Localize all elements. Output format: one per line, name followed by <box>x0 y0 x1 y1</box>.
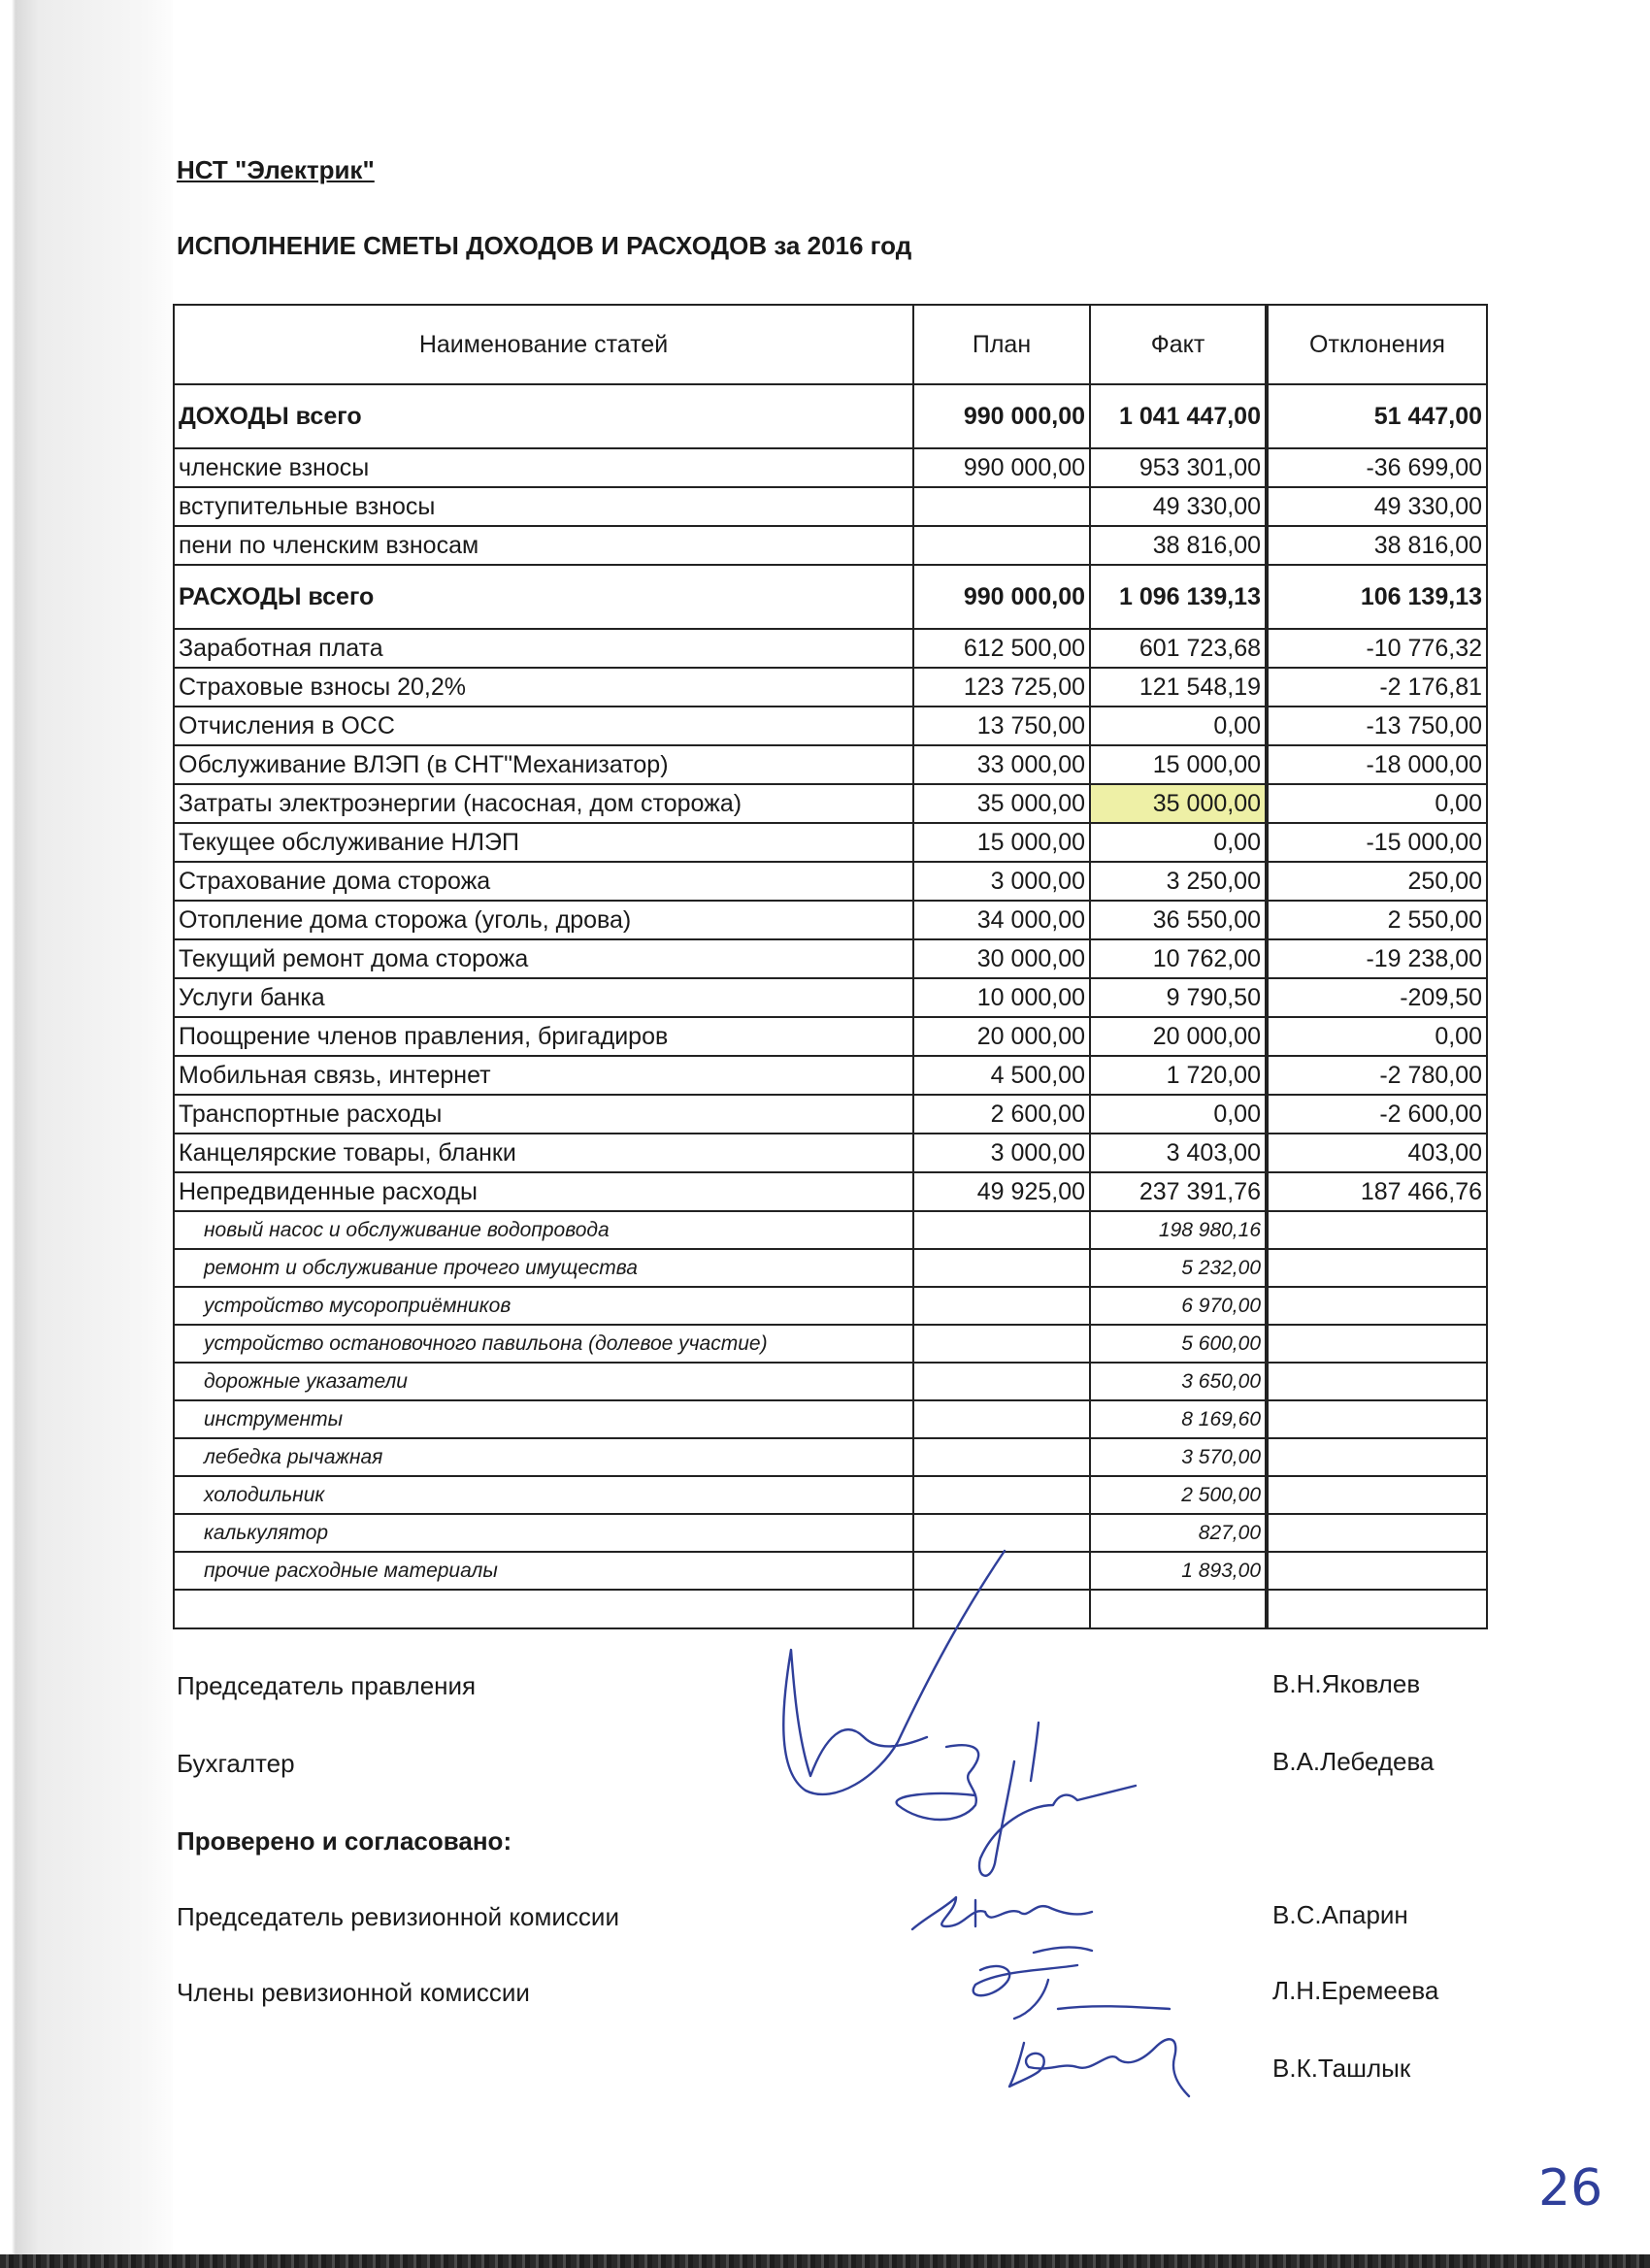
row-name-cell: прочие расходные материалы <box>174 1552 913 1590</box>
row-fact-cell: 0,00 <box>1090 1095 1267 1134</box>
row-name-cell: пени по членским взносам <box>174 526 913 565</box>
table-row <box>174 707 1487 745</box>
row-fact-cell: 2 500,00 <box>1090 1476 1267 1514</box>
row-fact-cell: 5 600,00 <box>1090 1325 1267 1363</box>
row-fact-cell: 6 970,00 <box>1090 1287 1267 1325</box>
row-plan-cell: 4 500,00 <box>913 1056 1090 1095</box>
row-plan-cell: 123 725,00 <box>913 668 1090 707</box>
table-row <box>174 901 1487 939</box>
scan-bottom-edge <box>0 2254 1650 2268</box>
row-plan-cell: 2 600,00 <box>913 1095 1090 1134</box>
organization-name: НСТ "Электрик" <box>177 155 375 184</box>
row-deviation-cell: -15 000,00 <box>1267 823 1487 862</box>
audit-member1-name: Л.Н.Еремеева <box>1272 1976 1439 2005</box>
table-row <box>174 823 1487 862</box>
row-deviation-cell <box>1267 1514 1487 1552</box>
row-plan-cell <box>913 1287 1090 1325</box>
accountant-label: Бухгалтер <box>177 1749 295 1778</box>
row-name-cell: Отопление дома сторожа (уголь, дрова) <box>174 901 913 939</box>
row-plan-cell <box>913 1590 1090 1628</box>
column-header-fact: Факт <box>1090 305 1267 384</box>
row-deviation-cell: 49 330,00 <box>1267 487 1487 526</box>
row-deviation-cell <box>1267 1363 1487 1400</box>
row-plan-cell <box>913 1249 1090 1287</box>
row-deviation-cell: -2 780,00 <box>1267 1056 1487 1095</box>
table-row <box>174 1056 1487 1095</box>
row-deviation-cell <box>1267 1590 1487 1628</box>
row-plan-cell <box>913 1363 1090 1400</box>
row-name-cell: холодильник <box>174 1476 913 1514</box>
row-fact-cell: 5 232,00 <box>1090 1249 1267 1287</box>
row-deviation-cell <box>1267 1211 1487 1249</box>
row-deviation-cell: -2 176,81 <box>1267 668 1487 707</box>
page-number: 26 <box>1538 2159 1603 2218</box>
row-fact-cell: 3 403,00 <box>1090 1134 1267 1172</box>
row-plan-cell: 990 000,00 <box>913 384 1090 448</box>
row-fact-cell: 36 550,00 <box>1090 901 1267 939</box>
row-plan-cell: 3 000,00 <box>913 1134 1090 1172</box>
row-plan-cell <box>913 1514 1090 1552</box>
row-name-cell: Непредвиденные расходы <box>174 1172 913 1211</box>
row-plan-cell: 33 000,00 <box>913 745 1090 784</box>
row-plan-cell: 612 500,00 <box>913 629 1090 668</box>
column-header-name: Наименование статей <box>174 305 913 384</box>
row-fact-cell: 1 096 139,13 <box>1090 565 1267 629</box>
chairman-name: В.Н.Яковлев <box>1272 1669 1421 1698</box>
row-deviation-cell <box>1267 1438 1487 1476</box>
row-name-cell: устройство остановочного павильона (долевое участие) <box>174 1325 913 1363</box>
row-deviation-cell: 187 466,76 <box>1267 1172 1487 1211</box>
row-plan-cell <box>913 1552 1090 1590</box>
audit-members-label: Члены ревизионной комиссии <box>177 1978 530 2007</box>
row-fact-cell: 35 000,00 <box>1090 784 1267 823</box>
row-plan-cell <box>913 1438 1090 1476</box>
audit-chair-label: Председатель ревизионной комиссии <box>177 1902 619 1931</box>
row-fact-cell: 237 391,76 <box>1090 1172 1267 1211</box>
row-plan-cell <box>913 1211 1090 1249</box>
table-row <box>174 1172 1487 1211</box>
row-fact-cell: 198 980,16 <box>1090 1211 1267 1249</box>
row-name-cell: новый насос и обслуживание водопровода <box>174 1211 913 1249</box>
row-plan-cell: 13 750,00 <box>913 707 1090 745</box>
row-deviation-cell: 250,00 <box>1267 862 1487 901</box>
row-deviation-cell <box>1267 1249 1487 1287</box>
row-fact-cell: 1 041 447,00 <box>1090 384 1267 448</box>
row-deviation-cell: -19 238,00 <box>1267 939 1487 978</box>
row-plan-cell <box>913 487 1090 526</box>
table-row <box>174 1363 1487 1400</box>
row-name-cell: Заработная плата <box>174 629 913 668</box>
table-row <box>174 1095 1487 1134</box>
row-plan-cell: 35 000,00 <box>913 784 1090 823</box>
row-fact-cell: 3 650,00 <box>1090 1363 1267 1400</box>
row-fact-cell: 38 816,00 <box>1090 526 1267 565</box>
row-fact-cell: 0,00 <box>1090 823 1267 862</box>
row-name-cell: лебедка рычажная <box>174 1438 913 1476</box>
row-name-cell: Текущее обслуживание НЛЭП <box>174 823 913 862</box>
row-fact-cell: 3 250,00 <box>1090 862 1267 901</box>
row-fact-cell: 15 000,00 <box>1090 745 1267 784</box>
table-row <box>174 1590 1487 1628</box>
table-row <box>174 487 1487 526</box>
table-body <box>174 384 1487 1628</box>
table-row <box>174 1249 1487 1287</box>
row-fact-cell: 1 893,00 <box>1090 1552 1267 1590</box>
table-row <box>174 939 1487 978</box>
row-plan-cell: 49 925,00 <box>913 1172 1090 1211</box>
row-deviation-cell: 403,00 <box>1267 1134 1487 1172</box>
row-plan-cell <box>913 1325 1090 1363</box>
row-name-cell: Страховые взносы 20,2% <box>174 668 913 707</box>
row-deviation-cell: -2 600,00 <box>1267 1095 1487 1134</box>
audit-member1-signature <box>974 1947 1092 2019</box>
row-name-cell: РАСХОДЫ всего <box>174 565 913 629</box>
row-plan-cell <box>913 526 1090 565</box>
column-header-deviation: Отклонения <box>1267 305 1487 384</box>
row-name-cell: инструменты <box>174 1400 913 1438</box>
row-plan-cell: 3 000,00 <box>913 862 1090 901</box>
row-deviation-cell: 106 139,13 <box>1267 565 1487 629</box>
row-deviation-cell <box>1267 1287 1487 1325</box>
table-row <box>174 1287 1487 1325</box>
scan-shadow <box>0 0 173 2268</box>
row-fact-cell: 953 301,00 <box>1090 448 1267 487</box>
table-row <box>174 448 1487 487</box>
row-name-cell: ремонт и обслуживание прочего имущества <box>174 1249 913 1287</box>
table-row <box>174 384 1487 448</box>
row-name-cell: Транспортные расходы <box>174 1095 913 1134</box>
table-row <box>174 1476 1487 1514</box>
row-fact-cell: 1 720,00 <box>1090 1056 1267 1095</box>
row-plan-cell <box>913 1476 1090 1514</box>
table-row <box>174 784 1487 823</box>
row-deviation-cell <box>1267 1400 1487 1438</box>
row-deviation-cell: -18 000,00 <box>1267 745 1487 784</box>
approved-label: Проверено и согласовано: <box>177 1826 512 1856</box>
row-fact-cell: 10 762,00 <box>1090 939 1267 978</box>
row-name-cell: Канцелярские товары, бланки <box>174 1134 913 1172</box>
row-name-cell: калькулятор <box>174 1514 913 1552</box>
budget-table <box>173 304 1488 1629</box>
table-row <box>174 1017 1487 1056</box>
row-plan-cell <box>913 1400 1090 1438</box>
row-name-cell: вступительные взносы <box>174 487 913 526</box>
row-name-cell: Текущий ремонт дома сторожа <box>174 939 913 978</box>
audit-chair-signature <box>912 1897 1092 1929</box>
audit-member2-name: В.К.Ташлык <box>1272 2054 1411 2083</box>
row-deviation-cell: 51 447,00 <box>1267 384 1487 448</box>
table-row <box>174 668 1487 707</box>
row-fact-cell: 0,00 <box>1090 707 1267 745</box>
row-deviation-cell: 0,00 <box>1267 1017 1487 1056</box>
row-deviation-cell <box>1267 1552 1487 1590</box>
table-row <box>174 1552 1487 1590</box>
table-row <box>174 1211 1487 1249</box>
table-row <box>174 629 1487 668</box>
table-row <box>174 1400 1487 1438</box>
row-plan-cell: 990 000,00 <box>913 565 1090 629</box>
table-row <box>174 978 1487 1017</box>
row-name-cell: ДОХОДЫ всего <box>174 384 913 448</box>
row-fact-cell: 601 723,68 <box>1090 629 1267 668</box>
row-name-cell: Обслуживание ВЛЭП (в СНТ"Механизатор) <box>174 745 913 784</box>
row-deviation-cell <box>1267 1325 1487 1363</box>
table-row <box>174 565 1487 629</box>
row-fact-cell: 827,00 <box>1090 1514 1267 1552</box>
row-fact-cell: 121 548,19 <box>1090 668 1267 707</box>
row-deviation-cell: 0,00 <box>1267 784 1487 823</box>
row-name-cell: устройство мусороприёмников <box>174 1287 913 1325</box>
row-deviation-cell: 2 550,00 <box>1267 901 1487 939</box>
audit-chair-name: В.С.Апарин <box>1272 1900 1408 1929</box>
column-header-plan: План <box>913 305 1090 384</box>
row-deviation-cell: -36 699,00 <box>1267 448 1487 487</box>
row-name-cell: Мобильная связь, интернет <box>174 1056 913 1095</box>
table-row <box>174 1134 1487 1172</box>
row-plan-cell: 15 000,00 <box>913 823 1090 862</box>
row-deviation-cell: 38 816,00 <box>1267 526 1487 565</box>
row-deviation-cell: -209,50 <box>1267 978 1487 1017</box>
row-name-cell: Услуги банка <box>174 978 913 1017</box>
row-name-cell: Страхование дома сторожа <box>174 862 913 901</box>
row-plan-cell: 30 000,00 <box>913 939 1090 978</box>
row-deviation-cell <box>1267 1476 1487 1514</box>
table-header-row <box>174 305 1487 384</box>
table-row <box>174 862 1487 901</box>
row-plan-cell: 20 000,00 <box>913 1017 1090 1056</box>
row-plan-cell: 10 000,00 <box>913 978 1090 1017</box>
row-name-cell <box>174 1590 913 1628</box>
row-name-cell: дорожные указатели <box>174 1363 913 1400</box>
row-name-cell: Затраты электроэнергии (насосная, дом сторожа) <box>174 784 913 823</box>
table-row <box>174 1438 1487 1476</box>
table-row <box>174 526 1487 565</box>
document-title: ИСПОЛНЕНИЕ СМЕТЫ ДОХОДОВ И РАСХОДОВ за 2016 год <box>177 231 912 260</box>
row-fact-cell: 20 000,00 <box>1090 1017 1267 1056</box>
row-plan-cell: 34 000,00 <box>913 901 1090 939</box>
row-fact-cell: 9 790,50 <box>1090 978 1267 1017</box>
chairman-label: Председатель правления <box>177 1671 477 1700</box>
audit-member2-signature <box>1009 2006 1189 2096</box>
accountant-name: В.А.Лебедева <box>1272 1747 1435 1776</box>
row-plan-cell: 990 000,00 <box>913 448 1090 487</box>
row-fact-cell: 49 330,00 <box>1090 487 1267 526</box>
table-row <box>174 745 1487 784</box>
row-fact-cell: 8 169,60 <box>1090 1400 1267 1438</box>
row-name-cell: Отчисления в ОСС <box>174 707 913 745</box>
row-name-cell: Поощрение членов правления, бригадиров <box>174 1017 913 1056</box>
row-name-cell: членские взносы <box>174 448 913 487</box>
row-deviation-cell: -10 776,32 <box>1267 629 1487 668</box>
row-fact-cell <box>1090 1590 1267 1628</box>
table-row <box>174 1325 1487 1363</box>
table-row <box>174 1514 1487 1552</box>
row-deviation-cell: -13 750,00 <box>1267 707 1487 745</box>
row-fact-cell: 3 570,00 <box>1090 1438 1267 1476</box>
accountant-signature <box>897 1723 1136 1876</box>
